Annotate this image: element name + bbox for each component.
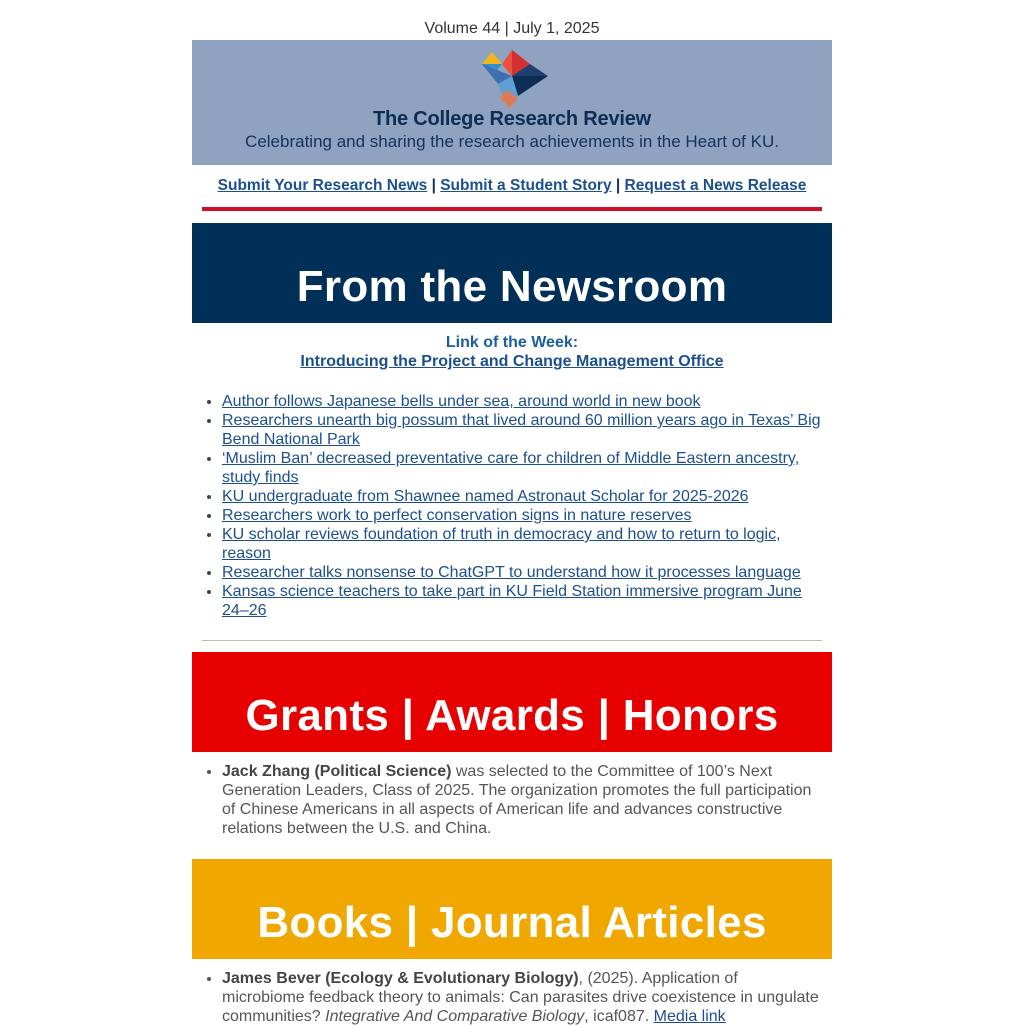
submit-research-news-link[interactable]: Submit Your Research News — [217, 177, 428, 194]
newsletter-subtitle: Celebrating and sharing the research achievements in the Heart of KU. — [245, 132, 779, 151]
masthead — [192, 40, 832, 165]
list-item — [222, 411, 832, 449]
news-link[interactable]: Author follows Japanese bells under sea, around world in new book — [222, 393, 701, 410]
list-item — [222, 487, 832, 506]
list-item — [222, 525, 832, 563]
journal-name: Integrative And Comparative Biology — [325, 1008, 585, 1025]
newsletter-title: The College Research Review — [372, 108, 652, 130]
citation-suffix: , icaf087. — [584, 1008, 654, 1025]
list-item — [222, 762, 832, 838]
list-item — [222, 506, 832, 525]
submission-links — [192, 165, 832, 207]
link-of-the-week-link[interactable]: Introducing the Project and Change Management Office — [300, 353, 724, 370]
link-separator: | — [611, 177, 625, 194]
news-link[interactable]: Researchers unearth big possum that lived around 60 million years ago in Texas’ Big Bend National Park — [222, 412, 821, 448]
books-list — [192, 969, 832, 1026]
link-separator: | — [427, 177, 441, 194]
honor-text: was selected to the Committee of 100’s Next Generation Leaders, Class of 2025. The organization promotes the full participation of Chinese Americans in all aspects of American life and advances constructive relations between the U.S. and China. — [222, 763, 812, 837]
news-link[interactable]: ‘Muslim Ban’ decreased preventative care for children of Middle Eastern ancestry, study finds — [222, 450, 800, 486]
news-link[interactable]: Kansas science teachers to take part in KU Field Station immersive program June 24–26 — [222, 583, 802, 619]
link-of-the-week-label: Link of the Week: — [445, 334, 579, 351]
books-heading: Books | Journal Articles — [192, 859, 832, 959]
news-link[interactable]: Researcher talks nonsense to ChatGPT to understand how it processes language — [222, 564, 801, 581]
list-item — [222, 563, 832, 582]
link-of-the-week — [192, 333, 832, 371]
grey-divider — [202, 640, 822, 641]
newsletter — [192, 0, 832, 1026]
citation-text: , (2025). Application of microbiome feedback theory to animals: Can parasites drive coexistence in ungulate communities? — [222, 970, 819, 1025]
submit-student-story-link[interactable]: Submit a Student Story — [440, 177, 612, 194]
news-link[interactable]: Researchers work to perfect conservation signs in nature reserves — [222, 507, 692, 524]
newsroom-heading: From the Newsroom — [192, 223, 832, 323]
list-item — [222, 969, 832, 1026]
grants-list — [192, 762, 832, 838]
list-item — [222, 392, 832, 411]
volume-date: Volume 44 | July 1, 2025 — [424, 20, 600, 37]
grants-heading: Grants | Awards | Honors — [192, 652, 832, 752]
media-link[interactable]: Media link — [653, 1008, 726, 1025]
red-divider — [202, 207, 822, 211]
spacer — [192, 838, 832, 859]
honoree-name: Jack Zhang (Political Science) — [222, 763, 452, 780]
list-item — [222, 449, 832, 487]
author-name: James Bever (Ecology & Evolutionary Biology) — [222, 970, 579, 987]
newsroom-list — [192, 392, 832, 620]
request-news-release-link[interactable]: Request a News Release — [624, 177, 807, 194]
news-link[interactable]: KU undergraduate from Shawnee named Astronaut Scholar for 2025-2026 — [222, 488, 749, 505]
ku-kite-logo-icon — [474, 46, 550, 110]
news-link[interactable]: KU scholar reviews foundation of truth in democracy and how to return to logic, reason — [222, 526, 781, 562]
list-item — [222, 582, 832, 620]
